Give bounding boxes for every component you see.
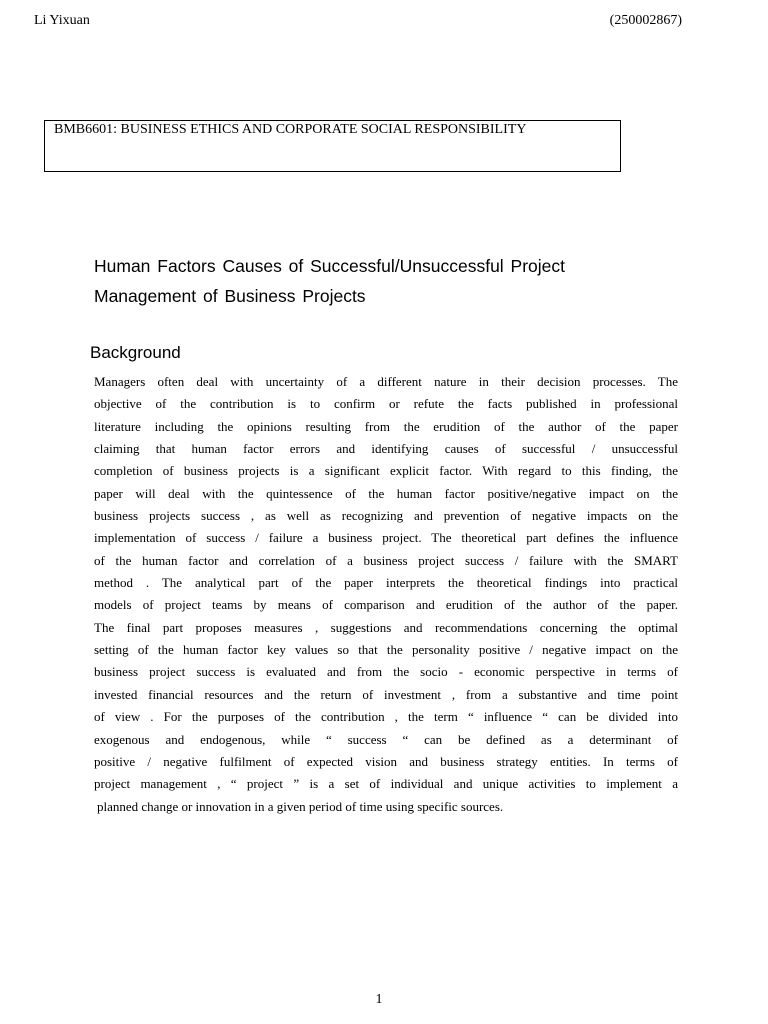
section-heading: Background	[90, 343, 181, 362]
paragraph-line: invested financial resources and the return of investment , from a substantive and time point	[94, 686, 678, 702]
page-number: 1	[375, 992, 383, 1007]
paragraph-line: business project success is evaluated and from the socio - economic perspective in terms of	[94, 664, 678, 680]
paragraph-line: method . The analytical part of the paper interprets the theoretical findings into practical	[94, 575, 678, 591]
paragraph-line: claiming that human factor errors and identifying causes of successful / unsuccessful	[94, 441, 678, 457]
paragraph-line: of view . For the purposes of the contribution , the term “ influence “ can be divided into	[94, 709, 678, 725]
paragraph-line: business projects success , as well as recognizing and prevention of negative impacts on the	[94, 508, 678, 524]
paragraph-line: implementation of success / failure a business project. The theoretical part defines the influence	[94, 530, 678, 546]
paragraph-line: models of project teams by means of comparison and erudition of the author of the paper.	[94, 597, 678, 613]
paragraph-line: paper will deal with the quintessence of the human factor positive/negative impact on the	[94, 485, 678, 501]
paragraph-line: completion of business projects is a significant explicit factor. With regard to this finding, the	[94, 463, 678, 479]
course-title-box	[44, 120, 621, 172]
paragraph-line: literature including the opinions resulting from the erudition of the author of the paper	[94, 418, 678, 434]
paragraph-line: project management , “ project ” is a set of individual and unique activities to implement a	[94, 776, 678, 792]
student-id: (250002867)	[609, 13, 682, 28]
paragraph-line: Managers often deal with uncertainty of a different nature in their decision processes. The	[94, 374, 678, 389]
course-title: BMB6601: BUSINESS ETHICS AND CORPORATE SOCIAL RESPONSIBILITY	[54, 122, 527, 137]
paper-title-line-1: Human Factors Causes of Successful/Unsuccessful Project	[94, 256, 566, 276]
paragraph-line: setting of the human factor key values so that the personality positive / negative impact on the	[94, 642, 678, 658]
paragraph-line: planned change or innovation in a given period of time using specific sources.	[97, 798, 504, 814]
body-paragraph	[94, 371, 678, 818]
paragraph-line: objective of the contribution is to confirm or refute the facts published in professional	[94, 396, 678, 412]
paragraph-line: positive / negative fulfilment of expected vision and business strategy entities. In terms of	[94, 753, 678, 769]
paper-title	[94, 251, 624, 311]
paper-title-line-2: Management of Business Projects	[94, 286, 366, 306]
paragraph-line: of the human factor and correlation of a business project success / failure with the SMART	[94, 552, 678, 568]
paragraph-line: The final part proposes measures , suggestions and recommendations concerning the optimal	[94, 619, 678, 635]
paragraph-line: exogenous and endogenous, while “ success “ can be defined as a determinant of	[94, 731, 678, 747]
author-name: Li Yixuan	[34, 13, 90, 28]
